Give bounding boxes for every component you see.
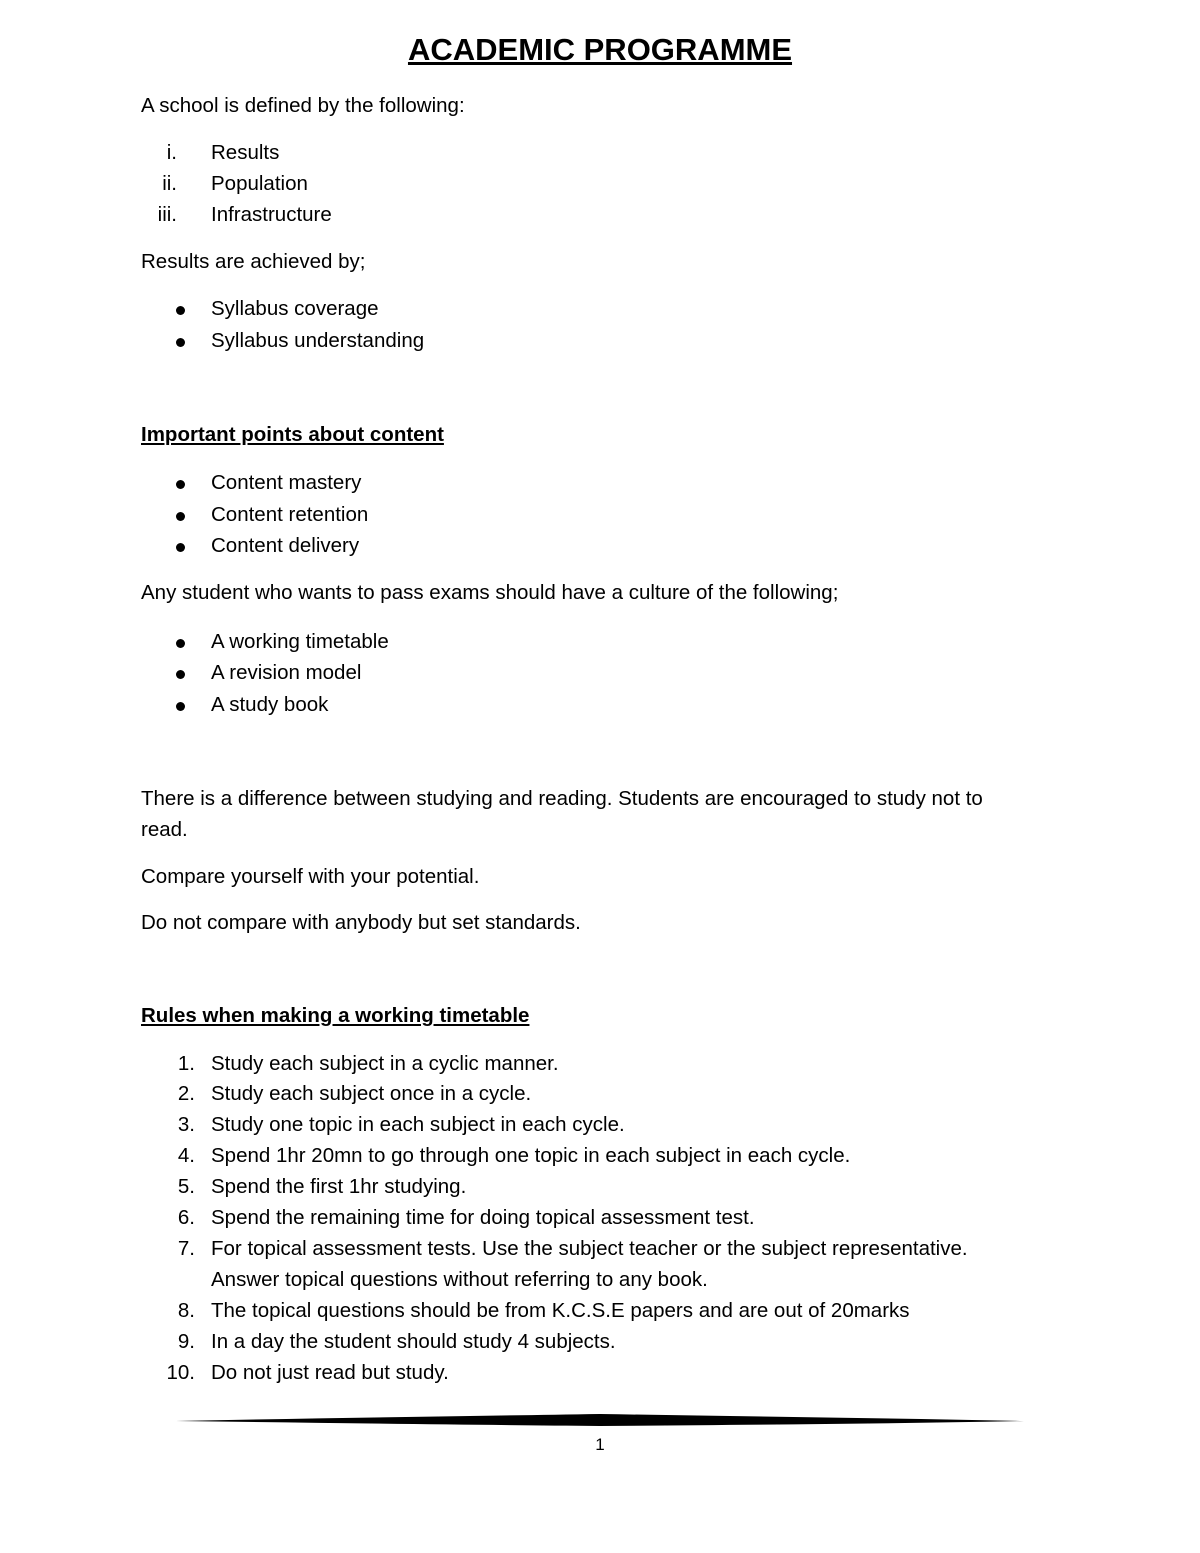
bullet-icon [176,670,185,679]
list-item: Content mastery [211,471,362,494]
rules-heading: Rules when making a working timetable [141,1004,530,1027]
bullet-icon [176,543,185,552]
list-item: Study each subject once in a cycle. [211,1082,532,1105]
list-item: Spend the first 1hr studying. [211,1175,467,1198]
list-marker: 9. [177,1330,195,1353]
bullet-icon [176,702,185,711]
list-item: Syllabus understanding [211,329,425,352]
culture-intro: Any student who wants to pass exams should have a culture of the following; [141,581,839,604]
list-item: The topical questions should be from K.C.S.E papers and are out of 20marks [211,1299,910,1322]
list-marker: 7. [177,1237,195,1260]
list-item: Content retention [211,503,369,526]
list-marker: 1. [177,1052,195,1075]
list-marker: iii. [157,203,177,226]
list-item: Content delivery [211,534,360,557]
paragraph-difference-cont: read. [141,818,188,841]
list-item: Population [211,172,308,195]
list-marker: 6. [177,1206,195,1229]
list-item: For topical assessment tests. Use the subject teacher or the subject representative. [211,1237,968,1260]
list-marker: ii. [162,172,177,195]
list-marker: 3. [177,1113,195,1136]
footer-divider [176,1412,1024,1428]
list-marker: 4. [177,1144,195,1167]
paragraph-difference: There is a difference between studying and reading. Students are encouraged to study not to [141,787,983,810]
list-item: Infrastructure [211,203,332,226]
results-intro: Results are achieved by; [141,250,366,273]
page-number: 1 [595,1435,605,1454]
page-title: ACADEMIC PROGRAMME [407,32,793,67]
bullet-icon [176,338,185,347]
list-item-continuation: Answer topical questions without referring to any book. [211,1268,708,1291]
bullet-icon [176,512,185,521]
list-item: Results [211,141,280,164]
list-item: In a day the student should study 4 subjects. [211,1330,616,1353]
bullet-icon [176,480,185,489]
list-marker: 10. [166,1361,195,1384]
list-marker: 5. [177,1175,195,1198]
list-marker: 2. [177,1082,195,1105]
list-item: A revision model [211,661,362,684]
content-heading: Important points about content [141,423,444,446]
intro-text: A school is defined by the following: [141,94,465,117]
list-item: Syllabus coverage [211,297,379,320]
bullet-icon [176,639,185,648]
list-marker: i. [166,141,177,164]
list-marker: 8. [177,1299,195,1322]
list-item: A working timetable [211,630,389,653]
list-item: A study book [211,693,329,716]
list-item: Spend the remaining time for doing topical assessment test. [211,1206,755,1229]
list-item: Do not just read but study. [211,1361,449,1384]
paragraph-compare: Compare yourself with your potential. [141,865,480,888]
bullet-icon [176,306,185,315]
list-item: Study one topic in each subject in each cycle. [211,1113,625,1136]
list-item: Study each subject in a cyclic manner. [211,1052,559,1075]
list-item: Spend 1hr 20mn to go through one topic in each subject in each cycle. [211,1144,851,1167]
paragraph-standards: Do not compare with anybody but set standards. [141,911,581,934]
